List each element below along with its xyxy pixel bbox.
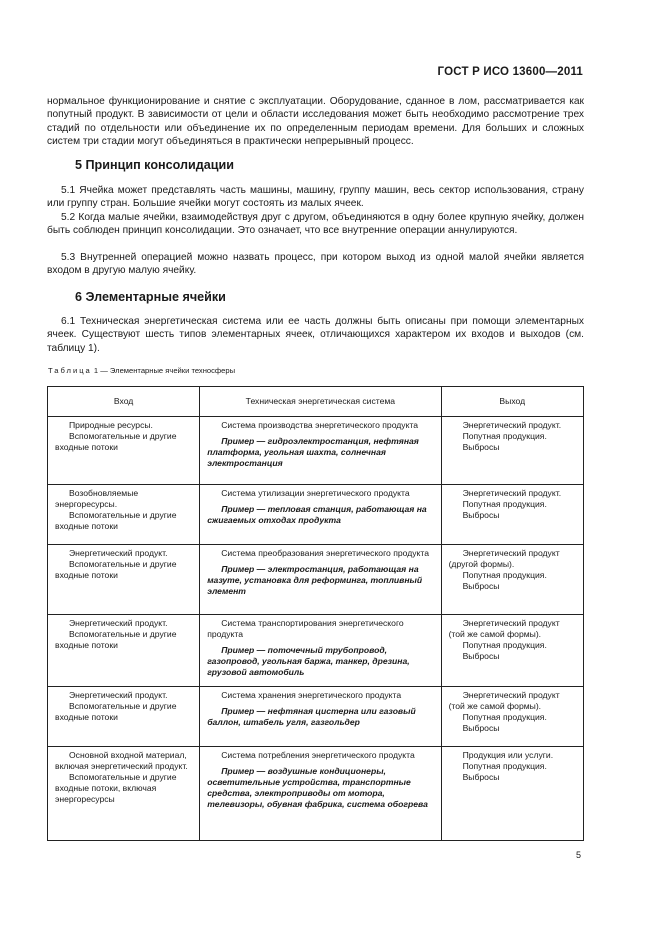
cell-output <box>441 747 583 841</box>
output-line: Продукция или услуги. <box>462 750 554 760</box>
system-name: Система производства энергетического продукта <box>221 420 419 430</box>
clause-6-1: 6.1 Техническая энергетическая система или ее часть должны быть описаны при помощи элементарных ячеек. Существуют шесть типов элементарных ячеек, отличающихся характером их входов и выходов (см. таблицу 1). <box>47 316 584 354</box>
cell-input <box>48 615 200 687</box>
table-row <box>48 747 584 841</box>
cell-system <box>200 747 441 841</box>
output-line: Попутная продукция. <box>462 712 547 722</box>
system-name: Система хранения энергетического продукта <box>221 690 402 700</box>
output-line: Энергетический продукт (той же самой формы). <box>448 618 560 639</box>
table-header-row <box>48 387 584 417</box>
input-line: Возобновляемые энергоресурсы. <box>55 488 139 509</box>
output-line: Энергетический продукт (другой формы). <box>448 548 560 569</box>
output-line: Энергетический продукт (той же самой формы). <box>448 690 560 711</box>
clause-5-1: 5.1 Ячейка может представлять часть машины, машину, группу машин, весь сектор использования, страну или группу стран. Большие ячейки могут состоять из малых ячеек. <box>47 185 584 210</box>
table-caption-label: Таблица <box>48 366 92 375</box>
input-line: Вспомогательные и другие входные потоки <box>55 629 177 650</box>
system-name: Система потребления энергетического продукта <box>221 750 415 760</box>
table-row <box>48 545 584 615</box>
input-line: Вспомогательные и другие входные потоки <box>55 431 177 452</box>
output-line: Попутная продукция. <box>462 499 547 509</box>
output-line: Энергетический продукт. <box>462 488 562 498</box>
table-row <box>48 687 584 747</box>
system-example: Пример — нефтяная цистерна или газовый баллон, штабель угля, газгольдер <box>207 706 416 727</box>
cell-system <box>200 615 441 687</box>
table-row <box>48 615 584 687</box>
input-line: Вспомогательные и другие входные потоки <box>55 510 177 531</box>
input-line: Вспомогательные и другие входные потоки <box>55 701 177 722</box>
header-system: Техническая энергетическая система <box>200 387 441 417</box>
cell-system <box>200 687 441 747</box>
cell-input <box>48 485 200 545</box>
system-example: Пример — электростанция, работающая на мазуте, установка для реформинга, топливный элемент <box>207 564 423 596</box>
input-line: Энергетический продукт. <box>69 618 168 628</box>
system-example: Пример — тепловая станция, работающая на сжигаемых отходах продукта <box>207 504 427 525</box>
input-line: Энергетический продукт. <box>69 690 168 700</box>
system-name: Система утилизации энергетического продукта <box>221 488 410 498</box>
input-line: Природные ресурсы. <box>69 420 153 430</box>
cell-input <box>48 417 200 485</box>
elementary-cells-table <box>47 386 584 841</box>
output-line: Попутная продукция. <box>462 640 547 650</box>
header-input: Вход <box>48 387 200 417</box>
input-line: Энергетический продукт. <box>69 548 168 558</box>
output-line: Выбросы <box>462 723 500 733</box>
system-example: Пример — поточечный трубопровод, газопровод, угольная баржа, танкер, дрезина, грузовой автомобиль <box>207 645 410 677</box>
table-caption <box>48 366 235 375</box>
table-row <box>48 485 584 545</box>
system-example: Пример — воздушные кондиционеры, осветительные устройства, транспортные средства, электроприводы от мотора, телевизоры, обувная фабрика, система обогрева <box>207 766 428 809</box>
cell-output <box>441 687 583 747</box>
header-output: Выход <box>441 387 583 417</box>
cell-system <box>200 485 441 545</box>
cell-input <box>48 687 200 747</box>
cell-input <box>48 545 200 615</box>
cell-system <box>200 417 441 485</box>
standard-number: ГОСТ Р ИСО 13600—2011 <box>437 66 583 78</box>
system-name: Система транспортирования энергетического продукта <box>207 618 404 639</box>
output-line: Выбросы <box>462 772 500 782</box>
output-line: Выбросы <box>462 510 500 520</box>
cell-output <box>441 615 583 687</box>
input-line: Основной входной материал, включая энергетический продукт. <box>55 750 188 771</box>
intro-paragraph: нормальное функционирование и снятие с эксплуатации. Оборудование, сданное в лом, рассматривается как попутный продукт. В зависимости от цели и области исследования может быть необходимо рассмотрение трех стадий по отдельности или объединение их по определенным периодам времени. Для больших и сложных систем три стадии могут объединяться в практически непрерывный процесс. <box>47 96 584 148</box>
input-line: Вспомогательные и другие входные потоки, включая энергоресурсы <box>55 772 177 804</box>
output-line: Энергетический продукт. <box>462 420 562 430</box>
output-line: Попутная продукция. <box>462 570 547 580</box>
page-number: 5 <box>575 850 581 860</box>
system-example: Пример — гидроэлектростанция, нефтяная платформа, угольная шахта, солнечная электростанция <box>207 436 419 468</box>
output-line: Попутная продукция. <box>462 431 547 441</box>
cell-output <box>441 417 583 485</box>
clause-5-2: 5.2 Когда малые ячейки, взаимодействуя друг с другом, объединяются в одну более крупную ячейку, должен быть соблюден принцип консолидации. Это означает, что все внутренние операции аннулируются. <box>47 212 584 237</box>
cell-input <box>48 747 200 841</box>
input-line: Вспомогательные и другие входные потоки <box>55 559 177 580</box>
table-row <box>48 417 584 485</box>
cell-output <box>441 485 583 545</box>
output-line: Выбросы <box>462 651 500 661</box>
table-caption-text: 1 — Элементарные ячейки техносферы <box>91 366 236 375</box>
section-6-title: 6 Элементарные ячейки <box>75 290 226 304</box>
cell-output <box>441 545 583 615</box>
system-name: Система преобразования энергетического продукта <box>221 548 430 558</box>
cell-system <box>200 545 441 615</box>
section-5-title: 5 Принцип консолидации <box>75 158 234 172</box>
clause-5-3: 5.3 Внутренней операцией можно назвать процесс, при котором выход из одной малой ячейки является входом в другую малую ячейку. <box>47 252 584 277</box>
output-line: Попутная продукция. <box>462 761 547 771</box>
output-line: Выбросы <box>462 581 500 591</box>
output-line: Выбросы <box>462 442 500 452</box>
